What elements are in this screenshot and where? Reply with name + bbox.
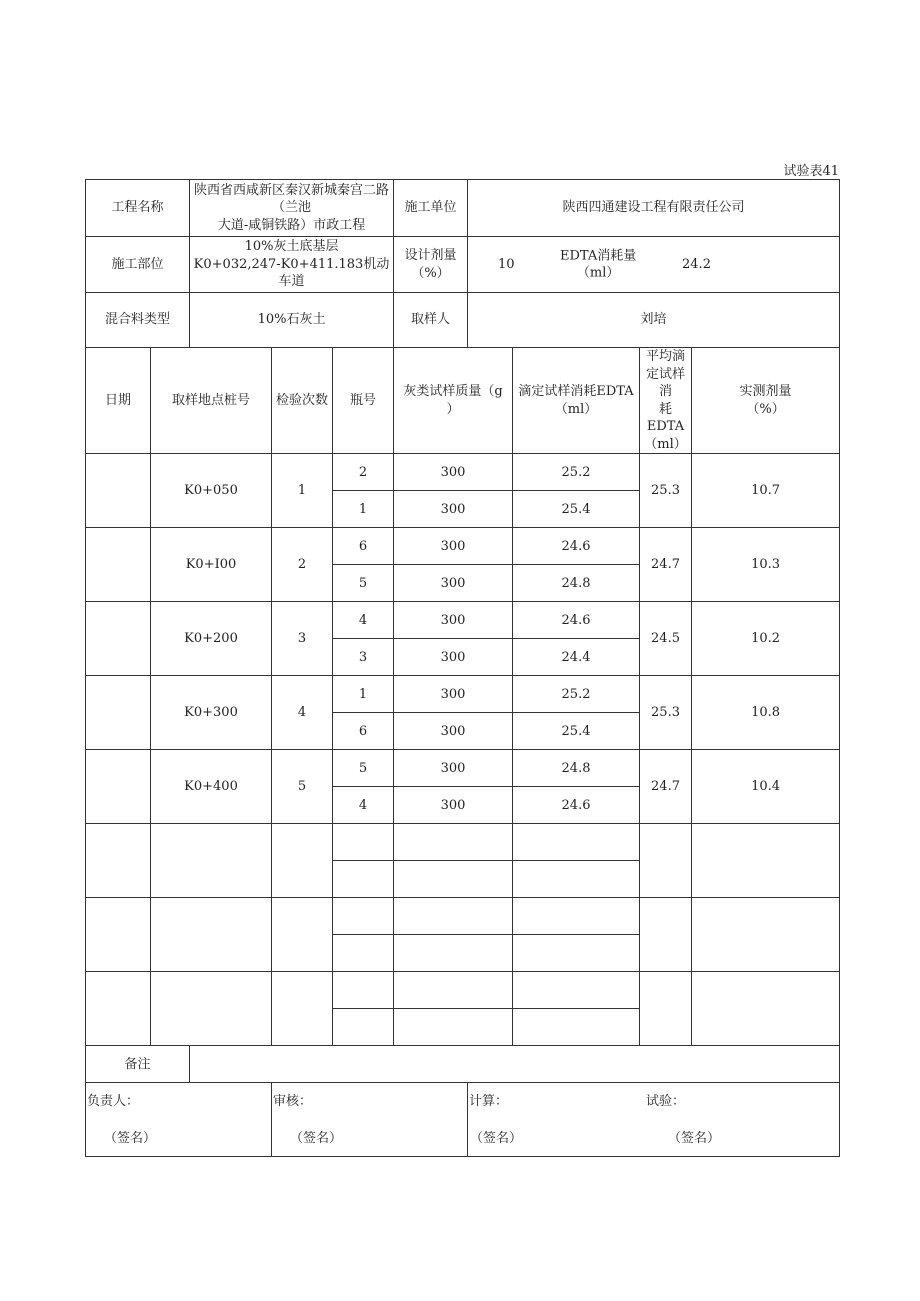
bottle-cell: 1 xyxy=(333,491,394,528)
sample-mass-cell: 300 xyxy=(394,565,513,602)
station-cell: K0+400 xyxy=(151,750,272,824)
titration-edta-cell xyxy=(513,972,640,1009)
bottle-cell: 3 xyxy=(333,639,394,676)
table-row xyxy=(86,454,840,491)
measured-dose-cell: 10.8 xyxy=(692,676,840,750)
measured-dose-cell: 10.7 xyxy=(692,454,840,528)
column-header-row xyxy=(86,348,840,454)
sample-mass-cell: 300 xyxy=(394,676,513,713)
remarks-row xyxy=(86,1046,840,1083)
average-edta-cell: 25.3 xyxy=(640,676,692,750)
sampler-value: 刘培 xyxy=(468,293,840,348)
titration-edta-cell: 25.4 xyxy=(513,713,640,750)
bottle-cell xyxy=(333,935,394,972)
location-value: 10%灰土底基层 K0+032,247-K0+411.183机动车道 xyxy=(190,237,394,293)
table-row xyxy=(86,898,840,935)
tester-label: 试验： xyxy=(646,1094,686,1110)
measured-dose-cell xyxy=(692,898,840,972)
date-cell xyxy=(86,676,151,750)
sample-mass-cell: 300 xyxy=(394,713,513,750)
titration-edta-cell: 24.6 xyxy=(513,528,640,565)
titration-edta-cell: 24.6 xyxy=(513,787,640,824)
sample-mass-cell: 300 xyxy=(394,639,513,676)
station-cell xyxy=(151,972,272,1046)
test-no-cell: 4 xyxy=(272,676,333,750)
table-row xyxy=(86,972,840,1009)
responsible-sign-cell xyxy=(86,1083,272,1157)
average-edta-cell xyxy=(640,972,692,1046)
average-edta-cell: 24.7 xyxy=(640,750,692,824)
station-cell: K0+I00 xyxy=(151,528,272,602)
table-row xyxy=(86,750,840,787)
remarks-value xyxy=(190,1046,840,1083)
date-cell xyxy=(86,750,151,824)
col-measured-dose: 实测剂量 （%） xyxy=(692,348,840,454)
header-row-location xyxy=(86,237,840,293)
table-row xyxy=(86,676,840,713)
titration-edta-cell: 25.2 xyxy=(513,454,640,491)
bottle-cell: 4 xyxy=(333,787,394,824)
station-cell: K0+050 xyxy=(151,454,272,528)
project-name-label: 工程名称 xyxy=(86,180,190,237)
calc-test-sign-cell xyxy=(468,1083,840,1157)
responsible-label: 负责人： xyxy=(87,1094,140,1110)
titration-edta-cell: 24.8 xyxy=(513,565,640,602)
titration-edta-cell: 24.8 xyxy=(513,750,640,787)
col-sample-mass: 灰类试样质量（g ） xyxy=(394,348,513,454)
sample-mass-cell: 300 xyxy=(394,491,513,528)
table-row xyxy=(86,528,840,565)
reviewer-sign-hint: （签名） xyxy=(290,1131,343,1147)
bottle-cell xyxy=(333,898,394,935)
location-label: 施工部位 xyxy=(86,237,190,293)
calculator-sign-hint: （签名） xyxy=(470,1131,523,1147)
col-average-edta: 平均滴定试样消 耗EDTA（ml） xyxy=(640,348,692,454)
test-no-cell xyxy=(272,898,333,972)
header-row-project xyxy=(86,180,840,237)
sample-mass-cell xyxy=(394,935,513,972)
mixture-label: 混合料类型 xyxy=(86,293,190,348)
bottle-cell xyxy=(333,824,394,861)
measured-dose-cell: 10.2 xyxy=(692,602,840,676)
date-cell xyxy=(86,972,151,1046)
date-cell xyxy=(86,528,151,602)
test-no-cell: 3 xyxy=(272,602,333,676)
bottle-cell xyxy=(333,972,394,1009)
form-code: 试验表41 xyxy=(783,164,839,179)
average-edta-cell xyxy=(640,824,692,898)
measured-dose-cell: 10.3 xyxy=(692,528,840,602)
contractor-label: 施工单位 xyxy=(394,180,468,237)
reviewer-label: 审核： xyxy=(273,1094,313,1110)
measured-dose-cell: 10.4 xyxy=(692,750,840,824)
col-date: 日期 xyxy=(86,348,151,454)
tester-sign-hint: （签名） xyxy=(668,1131,721,1147)
titration-edta-cell: 24.6 xyxy=(513,602,640,639)
date-cell xyxy=(86,898,151,972)
bottle-cell: 5 xyxy=(333,565,394,602)
average-edta-cell xyxy=(640,898,692,972)
titration-edta-cell xyxy=(513,1009,640,1046)
sample-mass-cell: 300 xyxy=(394,454,513,491)
station-cell xyxy=(151,824,272,898)
test-no-cell: 5 xyxy=(272,750,333,824)
bottle-cell xyxy=(333,861,394,898)
station-cell: K0+300 xyxy=(151,676,272,750)
sample-mass-cell: 300 xyxy=(394,787,513,824)
titration-edta-cell xyxy=(513,935,640,972)
project-name-value: 陕西省西咸新区秦汉新城秦宫二路（兰池 大道-咸铜铁路）市政工程 xyxy=(190,180,394,237)
remarks-label: 备注 xyxy=(86,1046,190,1083)
sample-mass-cell xyxy=(394,972,513,1009)
bottle-cell: 2 xyxy=(333,454,394,491)
titration-edta-cell: 25.4 xyxy=(513,491,640,528)
bottle-cell: 1 xyxy=(333,676,394,713)
average-edta-cell: 25.3 xyxy=(640,454,692,528)
design-dose-cell xyxy=(468,237,840,293)
titration-edta-cell xyxy=(513,898,640,935)
col-station: 取样地点桩号 xyxy=(151,348,272,454)
station-cell xyxy=(151,898,272,972)
responsible-sign-hint: （签名） xyxy=(104,1131,157,1147)
sample-mass-cell: 300 xyxy=(394,528,513,565)
col-test-no: 检验次数 xyxy=(272,348,333,454)
date-cell xyxy=(86,454,151,528)
date-cell xyxy=(86,602,151,676)
bottle-cell: 4 xyxy=(333,602,394,639)
contractor-value: 陕西四通建设工程有限责任公司 xyxy=(468,180,840,237)
design-dose-value: 10 xyxy=(498,256,515,272)
average-edta-cell: 24.7 xyxy=(640,528,692,602)
table-row xyxy=(86,824,840,861)
edta-consumption-value: 24.2 xyxy=(682,256,711,272)
sample-mass-cell xyxy=(394,861,513,898)
sample-mass-cell xyxy=(394,898,513,935)
measured-dose-cell xyxy=(692,972,840,1046)
reviewer-sign-cell xyxy=(272,1083,468,1157)
test-no-cell: 1 xyxy=(272,454,333,528)
titration-edta-cell: 24.4 xyxy=(513,639,640,676)
bottle-cell: 6 xyxy=(333,713,394,750)
titration-edta-cell xyxy=(513,861,640,898)
signature-row xyxy=(86,1083,840,1157)
sample-mass-cell xyxy=(394,824,513,861)
bottle-cell: 6 xyxy=(333,528,394,565)
calculator-label: 计算： xyxy=(469,1094,509,1110)
test-no-cell xyxy=(272,972,333,1046)
sampler-label: 取样人 xyxy=(394,293,468,348)
edta-test-record-table xyxy=(85,179,840,1157)
header-row-mixture xyxy=(86,293,840,348)
titration-edta-cell xyxy=(513,824,640,861)
bottle-cell: 5 xyxy=(333,750,394,787)
design-dose-label: 设计剂量 （%） xyxy=(394,237,468,293)
titration-edta-cell: 25.2 xyxy=(513,676,640,713)
col-titration-edta: 滴定试样消耗EDTA （ml） xyxy=(513,348,640,454)
sample-mass-cell: 300 xyxy=(394,750,513,787)
average-edta-cell: 24.5 xyxy=(640,602,692,676)
sample-mass-cell: 300 xyxy=(394,602,513,639)
table-row xyxy=(86,602,840,639)
test-no-cell xyxy=(272,824,333,898)
sample-mass-cell xyxy=(394,1009,513,1046)
bottle-cell xyxy=(333,1009,394,1046)
col-bottle: 瓶号 xyxy=(333,348,394,454)
measured-dose-cell xyxy=(692,824,840,898)
date-cell xyxy=(86,824,151,898)
test-no-cell: 2 xyxy=(272,528,333,602)
station-cell: K0+200 xyxy=(151,602,272,676)
edta-consumption-label: EDTA消耗量 （ml） xyxy=(560,247,637,281)
mixture-value: 10%石灰土 xyxy=(190,293,394,348)
